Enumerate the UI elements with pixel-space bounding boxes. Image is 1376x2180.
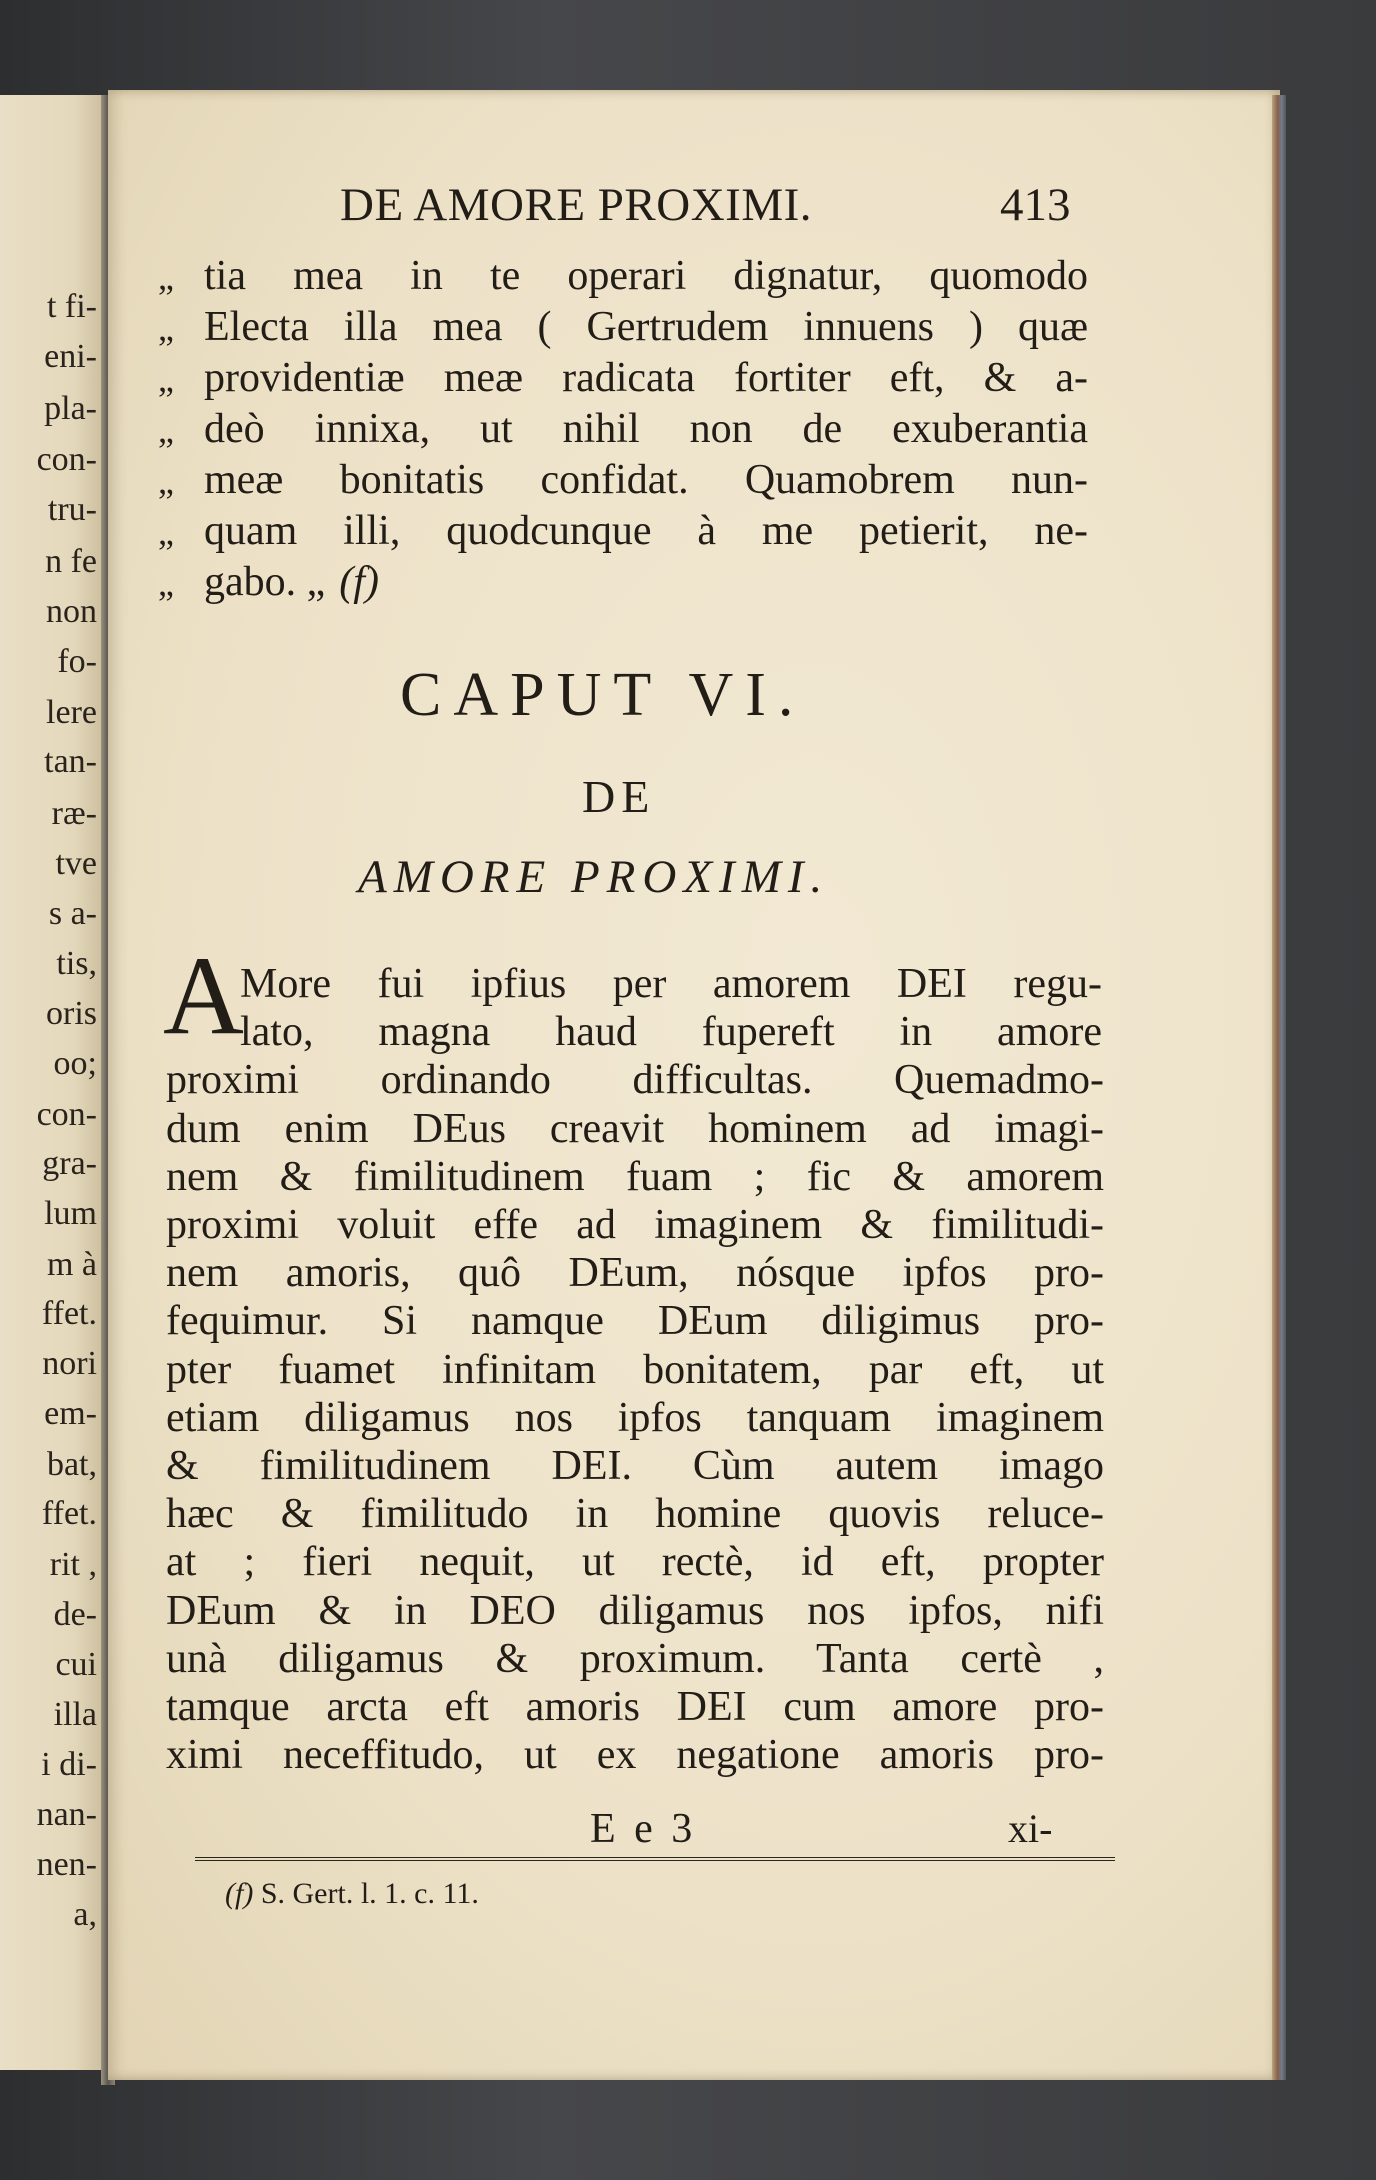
- facing-page-fragment-line: oo;: [53, 1045, 97, 1082]
- facing-page-fragment-line: n fe: [45, 543, 97, 580]
- quotation-line: [158, 510, 1088, 552]
- drop-cap: A: [163, 934, 244, 1058]
- facing-page-fragment-line: fo-: [57, 643, 97, 680]
- footnote-reference: (f): [339, 559, 379, 605]
- quotation-mark: „: [158, 359, 174, 399]
- body-line: hæc & fimilitudo in homine quovis reluce-: [166, 1491, 1104, 1538]
- body-line: nem amoris, quô DEum, nósque ipfos pro-: [166, 1250, 1104, 1297]
- page-edge: [1272, 95, 1286, 2080]
- body-line: dum enim DEus creavit hominem ad imagi-: [166, 1105, 1104, 1152]
- quotation-text: quam illi, quodcunque à me petierit, ne-: [204, 508, 1088, 554]
- quotation-mark: „: [158, 512, 174, 552]
- facing-page-fragment-line: non: [46, 593, 97, 630]
- facing-page-fragment-line: m à: [46, 1246, 97, 1283]
- facing-page-fragment-line: con-: [36, 1096, 97, 1133]
- facing-page-fragment: [0, 95, 105, 2070]
- facing-page-fragment-line: s a-: [48, 895, 97, 932]
- footnote: [225, 1877, 479, 1911]
- facing-page-fragment-line: rit ,: [49, 1546, 97, 1583]
- quotation-line: [158, 357, 1088, 399]
- body-line: DEum & in DEO diligamus nos ipfos, nifi: [166, 1587, 1104, 1634]
- facing-page-fragment-line: ffet.: [41, 1495, 97, 1532]
- chapter-de: DE: [582, 771, 656, 822]
- body-line: etiam diligamus nos ipfos tanquam imaginem: [166, 1394, 1104, 1441]
- quotation-text: providentiæ meæ radicata fortiter eft, & a-: [204, 355, 1088, 401]
- quotation-line: [158, 255, 1088, 297]
- quotation-line: [158, 459, 1088, 501]
- facing-page-fragment-line: nen-: [36, 1846, 97, 1883]
- facing-page-fragment-line: em-: [44, 1395, 97, 1432]
- facing-page-fragment-line: lere: [46, 694, 97, 731]
- quotation-line: [158, 408, 1088, 450]
- facing-page-fragment-line: nan-: [36, 1796, 97, 1833]
- body-line: at ; fieri nequit, ut rectè, id eft, propter: [166, 1539, 1104, 1586]
- facing-page-fragment-line: gra-: [42, 1145, 97, 1182]
- signature-mark: E e 3: [590, 1806, 697, 1852]
- quotation-text: deò innixa, ut nihil non de exuberantia: [204, 406, 1088, 452]
- facing-page-fragment-line: nori: [42, 1345, 97, 1382]
- quotation-text: meæ bonitatis confidat. Quamobrem nun-: [204, 457, 1088, 503]
- footnote-mark: (f): [225, 1877, 254, 1910]
- quotation-mark: „: [158, 257, 174, 297]
- facing-page-fragment-line: tis,: [56, 945, 97, 982]
- body-line: ximi neceffitudo, ut ex negatione amoris pro-: [166, 1732, 1104, 1779]
- facing-page-fragment-line: bat,: [46, 1446, 97, 1483]
- facing-page-fragment-line: tru-: [47, 491, 97, 528]
- facing-page-fragment-line: ræ-: [51, 795, 97, 832]
- quotation-line: [158, 306, 1088, 348]
- body-line: More fui ipfius per amorem DEI regu-: [240, 961, 1102, 1007]
- body-line: pter fuamet infinitam bonitatem, par eft, ut: [166, 1346, 1104, 1393]
- body-line: proximi ordinando difficultas. Quemadmo-: [166, 1057, 1104, 1104]
- footnote-rule: [195, 1857, 1115, 1861]
- facing-page-fragment-line: con-: [36, 441, 97, 478]
- facing-page-fragment-line: tve: [55, 845, 97, 882]
- facing-page-fragment-line: tan-: [44, 743, 97, 780]
- chapter-title: CAPUT VI.: [400, 661, 806, 729]
- body-line: proximi voluit effe ad imaginem & fimilitudi-: [166, 1202, 1104, 1248]
- facing-page-fragment-line: cui: [55, 1646, 97, 1683]
- facing-page-fragment-line: oris: [46, 995, 97, 1032]
- facing-page-fragment-line: i di-: [41, 1746, 97, 1783]
- facing-page-fragment-line: ffet.: [41, 1295, 97, 1332]
- facing-page-fragment-line: de-: [53, 1596, 97, 1633]
- footnote-text: S. Gert. l. 1. c. 11.: [260, 1877, 479, 1910]
- running-head: DE AMORE PROXIMI.: [340, 179, 813, 231]
- quotation-mark: „: [158, 410, 174, 450]
- facing-page-fragment-line: eni-: [44, 338, 97, 375]
- body-line: lato, magna haud fupereft in amore: [240, 1009, 1102, 1056]
- body-line: & fimilitudinem DEI. Cùm autem imago: [166, 1443, 1104, 1489]
- quotation-text: gabo. „: [204, 559, 326, 605]
- body-line: nem & fimilitudinem fuam ; fic & amorem: [166, 1153, 1104, 1200]
- quotation-mark: „: [158, 461, 174, 501]
- quotation-text: tia mea in te operari dignatur, quomodo: [204, 253, 1088, 299]
- quotation-text: Electa illa mea ( Gertrudem innuens ) quæ: [204, 304, 1088, 350]
- facing-page-fragment-line: a,: [73, 1896, 97, 1933]
- body-line: tamque arcta eft amoris DEI cum amore pro-: [166, 1684, 1104, 1730]
- chapter-subtitle: AMORE PROXIMI.: [358, 851, 830, 903]
- body-line: unà diligamus & proximum. Tanta certè ,: [166, 1635, 1104, 1682]
- quotation-mark: „: [158, 308, 174, 348]
- facing-page-fragment-line: pla-: [44, 390, 97, 427]
- catchword: xi-: [1008, 1806, 1053, 1851]
- page-number: 413: [1000, 179, 1071, 231]
- quotation-line: [158, 561, 1088, 603]
- body-line: fequimur. Si namque DEum diligimus pro-: [166, 1298, 1104, 1345]
- quotation-mark: „: [158, 563, 174, 603]
- facing-page-fragment-line: t fi-: [46, 288, 97, 325]
- facing-page-fragment-line: illa: [53, 1696, 97, 1733]
- facing-page-fragment-line: lum: [44, 1195, 97, 1232]
